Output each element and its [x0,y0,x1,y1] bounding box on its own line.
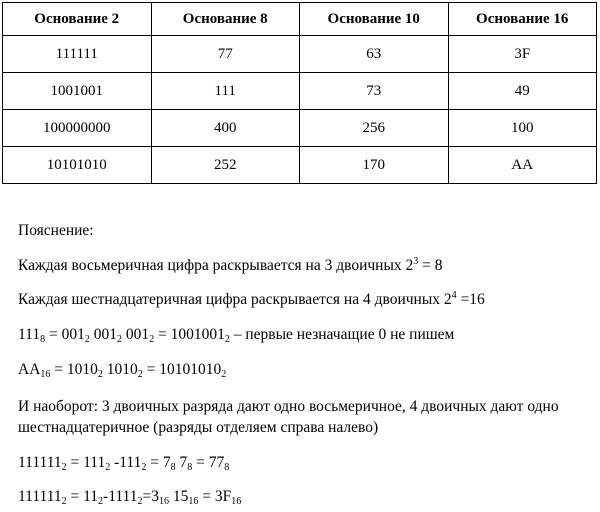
formula-tail: – первые незначащие 0 не пишем [229,326,455,343]
table-cell: 111111 [3,36,152,73]
formula-part: 001 [89,326,117,343]
formula-base: 2 [61,496,67,507]
formula-base: 2 [149,334,155,345]
table-cell: 400 [151,110,300,147]
formula-base: 16 [188,496,199,507]
formula-base: 2 [116,334,122,345]
table-cell: 73 [300,73,449,110]
formula-part: = 11 [66,488,99,505]
formula-base: 16 [40,369,51,380]
table-cell: 63 [300,36,449,73]
formula-part: = 7 [146,454,171,471]
formula-part: -1111 [103,488,138,505]
reverse-rule: И наоборот: 3 двоичных разряда дают одно восьмеричное, 4 двоичных дают одно шестнадцатеричное (разряды отделяем справа налево) [18,398,559,436]
table-cell: AA [448,147,597,184]
formula-part: 1010 [102,361,138,378]
table-header-row [3,3,597,36]
formula-base: 2 [105,462,111,473]
formula-part: = 3F [198,488,232,505]
formula-part: 15 [168,488,189,505]
formula-part: = 001 [45,326,85,343]
formula-part: = 1001001 [154,326,225,343]
formula-base: 2 [221,369,227,380]
header-base-2: Основание 2 [3,3,152,36]
formula-base: 2 [98,496,104,507]
formula-base: 16 [231,496,242,507]
formula-part: 111 [18,326,41,343]
formula-base: 2 [141,462,147,473]
table-row [3,36,597,73]
table-cell: 3F [448,36,597,73]
table-cell: 111 [151,73,300,110]
table-cell: 256 [300,110,449,147]
formula-part: =3 [142,488,159,505]
octal-rule-result: = 8 [418,257,443,274]
header-base-16: Основание 16 [448,3,597,36]
formula-part: 111111 [18,488,62,505]
formula-part: = 111 [66,454,106,471]
hex-example [18,361,226,379]
hex-rule-result: =16 [456,291,485,308]
octal-rule-text: Каждая восьмеричная цифра раскрывается на 3 двоичных 2 [18,257,414,274]
formula-part: = 1010 [50,361,98,378]
notes-title: Пояснение: [18,222,94,239]
octal-example [18,326,454,344]
formula-part: AA [18,361,41,378]
hex-rule [18,291,485,309]
binary-to-octal-example [18,454,229,472]
table-row [3,147,597,184]
formula-base: 8 [187,462,193,473]
formula-part: = 10101010 [142,361,222,378]
table-cell: 100 [448,110,597,147]
formula-base: 2 [137,496,143,507]
hex-rule-text: Каждая шестнадцатеричная цифра раскрывается на 4 двоичных 2 [18,291,452,308]
binary-to-hex-example [18,488,241,506]
table-cell: 170 [300,147,449,184]
table-cell: 10101010 [3,147,152,184]
formula-base: 8 [224,462,230,473]
table-cell: 252 [151,147,300,184]
conversion-table [2,2,597,184]
formula-part: -111 [110,454,142,471]
header-base-10: Основание 10 [300,3,449,36]
table-row [3,110,597,147]
table-cell: 100000000 [3,110,152,147]
formula-base: 16 [158,496,169,507]
formula-base: 2 [137,369,143,380]
table-row [3,73,597,110]
table-cell: 77 [151,36,300,73]
formula-part: = 77 [192,454,225,471]
formula-part: 001 [121,326,150,343]
formula-base: 8 [170,462,176,473]
formula-part: 7 [175,454,188,471]
octal-rule-power: 3 [413,256,419,267]
hex-rule-power: 4 [451,290,457,301]
formula-base: 2 [84,334,90,345]
header-base-8: Основание 8 [151,3,300,36]
formula-base: 2 [61,462,67,473]
table-cell: 49 [448,73,597,110]
octal-rule [18,257,443,275]
table-cell: 1001001 [3,73,152,110]
formula-part: 111111 [18,454,62,471]
formula-base: 2 [224,334,230,345]
formula-base: 8 [40,334,46,345]
formula-base: 2 [97,369,103,380]
